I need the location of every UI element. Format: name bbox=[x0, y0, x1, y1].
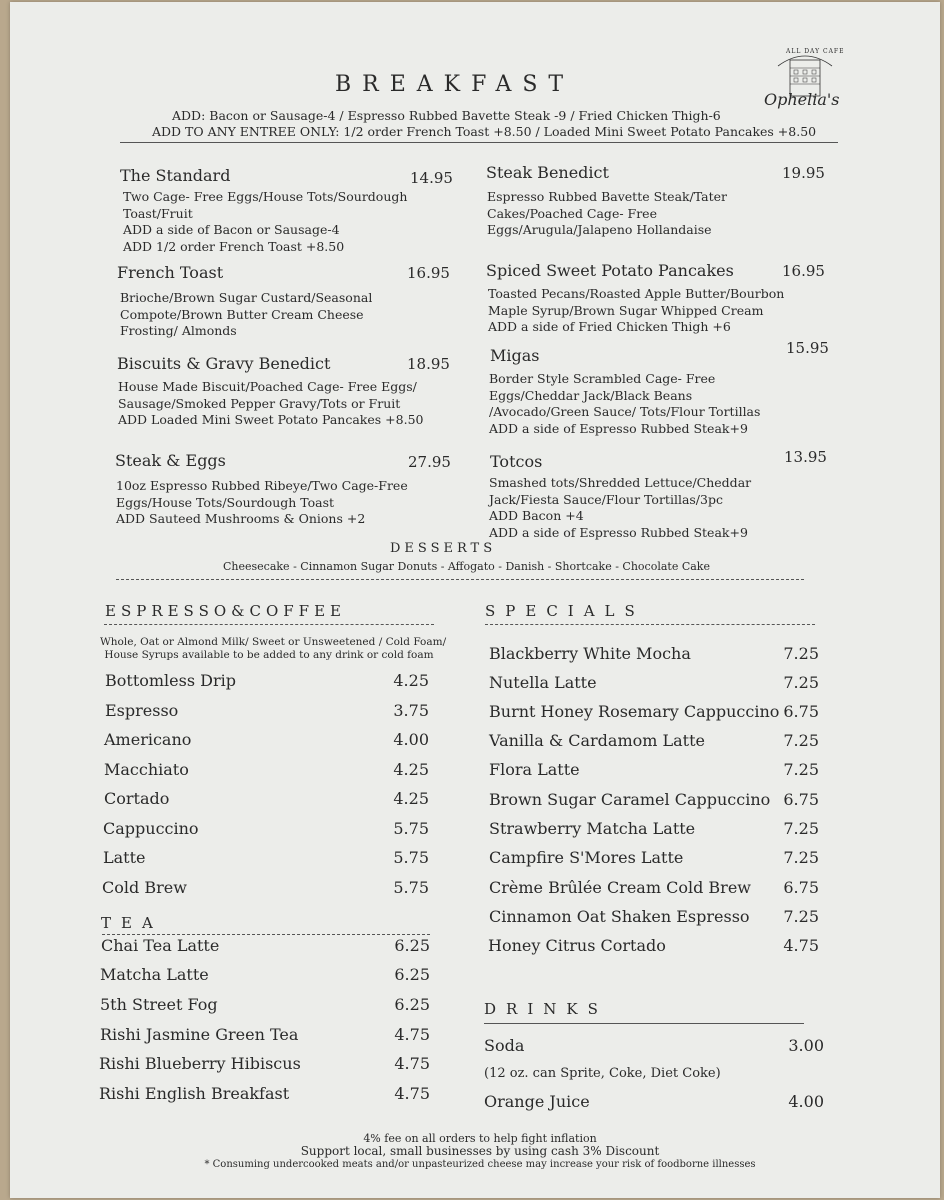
item-description: Toasted Pecans/Roasted Apple Butter/Bourbon Maple Syrup/Brown Sugar Whipped Cream ADD a side of Fried Chicken Thigh +6 bbox=[488, 286, 785, 334]
item-name: Migas bbox=[490, 346, 540, 365]
specials-divider bbox=[485, 624, 815, 625]
menu-row: Chai Tea Latte 6.25 bbox=[101, 936, 430, 955]
item-price: 19.95 bbox=[782, 164, 825, 182]
menu-row: Brown Sugar Caramel Cappuccino 6.75 bbox=[489, 790, 819, 809]
item-name: Steak & Eggs bbox=[115, 451, 226, 470]
item-description: Brioche/Brown Sugar Custard/Seasonal Compote/Brown Butter Cream Cheese Frosting/ Almonds bbox=[120, 290, 373, 338]
menu-row: Cold Brew 5.75 bbox=[102, 878, 429, 897]
item-description: House Made Biscuit/Poached Cage- Free Eggs/ Sausage/Smoked Pepper Gravy/Tots or Fruit ADD Loaded Mini Sweet Potato Pancakes +8.50 bbox=[118, 379, 424, 427]
menu-row: Espresso 3.75 bbox=[105, 701, 429, 720]
drinks-title: DRINKS bbox=[484, 1000, 608, 1018]
item-description: Espresso Rubbed Bavette Steak/Tater Cakes/Poached Cage- Free Eggs/Arugula/Jalapeno Hollandaise bbox=[487, 189, 728, 237]
item-description: Smashed tots/Shredded Lettuce/Cheddar Jack/Fiesta Sauce/Flour Tortillas/3pc ADD Bacon +4 ADD a side of Espresso Rubbed Steak+9 bbox=[489, 475, 752, 540]
item-name: Totcos bbox=[490, 452, 543, 471]
soda-note: (12 oz. can Sprite, Coke, Diet Coke) bbox=[484, 1066, 721, 1081]
drinks-divider bbox=[484, 1023, 804, 1024]
menu-row: Rishi English Breakfast 4.75 bbox=[99, 1084, 430, 1103]
desserts-list: Cheesecake - Cinnamon Sugar Donuts - Affogato - Danish - Shortcake - Chocolate Cake bbox=[223, 560, 710, 573]
menu-row: Blackberry White Mocha 7.25 bbox=[489, 644, 819, 663]
breakfast-title: BREAKFAST bbox=[335, 72, 575, 97]
item-price: 15.95 bbox=[786, 339, 829, 357]
item-name: Spiced Sweet Potato Pancakes bbox=[486, 261, 734, 280]
ophelias-logo bbox=[760, 44, 850, 124]
item-price: 13.95 bbox=[784, 448, 827, 466]
menu-row: Macchiato 4.25 bbox=[104, 760, 429, 779]
header-divider bbox=[120, 142, 838, 143]
menu-row: Honey Citrus Cortado 4.75 bbox=[488, 936, 819, 955]
menu-row: Cappuccino 5.75 bbox=[103, 819, 429, 838]
menu-row: Vanilla & Cardamom Latte 7.25 bbox=[489, 731, 819, 750]
breakfast-addon-line1: ADD: Bacon or Sausage-4 / Espresso Rubbed Bavette Steak -9 / Fried Chicken Thigh-6 bbox=[172, 108, 721, 123]
coffee-divider bbox=[104, 624, 434, 625]
menu-row: Matcha Latte 6.25 bbox=[100, 965, 430, 984]
coffee-note: Whole, Oat or Almond Milk/ Sweet or Unsweetened / Cold Foam/ House Syrups available to be added to any drink or cold foam bbox=[100, 636, 447, 661]
menu-row: Nutella Latte 7.25 bbox=[489, 673, 819, 692]
item-price: 16.95 bbox=[782, 262, 825, 280]
item-price: 27.95 bbox=[408, 453, 451, 471]
menu-row: Cinnamon Oat Shaken Espresso 7.25 bbox=[489, 907, 819, 926]
menu-sheet bbox=[10, 2, 940, 1198]
menu-row: Strawberry Matcha Latte 7.25 bbox=[489, 819, 819, 838]
specials-title: SPECIALS bbox=[485, 602, 645, 620]
item-description: Border Style Scrambled Cage- Free Eggs/Cheddar Jack/Black Beans /Avocado/Green Sauce/ Tots/Flour Tortillas ADD a side of Espresso Rubbed Steak+9 bbox=[489, 371, 761, 436]
menu-row: Burnt Honey Rosemary Cappuccino 6.75 bbox=[489, 702, 819, 721]
menu-row: Orange Juice 4.00 bbox=[484, 1092, 824, 1111]
coffee-title: ESPRESSO&COFFEE bbox=[105, 602, 346, 620]
item-price: 16.95 bbox=[407, 264, 450, 282]
menu-row: Soda 3.00 bbox=[484, 1036, 824, 1055]
menu-row: Rishi Jasmine Green Tea 4.75 bbox=[100, 1025, 430, 1044]
menu-row: Rishi Blueberry Hibiscus 4.75 bbox=[99, 1054, 430, 1073]
desserts-divider bbox=[116, 579, 804, 580]
item-price: 14.95 bbox=[410, 169, 453, 187]
logo-name: Ophelia's bbox=[764, 90, 840, 109]
logo-tagline: ALL DAY CAFE bbox=[786, 48, 845, 55]
item-name: Biscuits & Gravy Benedict bbox=[117, 354, 331, 373]
item-description: 10oz Espresso Rubbed Ribeye/Two Cage-Free Eggs/House Tots/Sourdough Toast ADD Sauteed Mushrooms & Onions +2 bbox=[116, 478, 408, 526]
menu-row: Campfire S'Mores Latte 7.25 bbox=[489, 848, 819, 867]
menu-row: Bottomless Drip 4.25 bbox=[105, 671, 429, 690]
menu-row: 5th Street Fog 6.25 bbox=[100, 995, 430, 1014]
breakfast-addon-line2: ADD TO ANY ENTREE ONLY: 1/2 order French Toast +8.50 / Loaded Mini Sweet Potato Pancakes +8.50 bbox=[152, 124, 817, 139]
building-icon bbox=[760, 44, 850, 124]
item-name: The Standard bbox=[120, 166, 231, 185]
menu-row: Crème Brûlée Cream Cold Brew 6.75 bbox=[489, 878, 819, 897]
menu-row: Cortado 4.25 bbox=[104, 789, 429, 808]
desserts-title: DESSERTS bbox=[390, 541, 497, 556]
footer: 4% fee on all orders to help fight inflation Support local, small businesses by using cash 3% Discount * Consuming undercooked meats and/or unpasteurized cheese may increase your risk of foodborne illnesses bbox=[204, 1132, 756, 1170]
tea-title: TEA bbox=[101, 914, 163, 932]
item-price: 18.95 bbox=[407, 355, 450, 373]
item-name: Steak Benedict bbox=[486, 163, 609, 182]
menu-row: Latte 5.75 bbox=[103, 848, 429, 867]
item-name: French Toast bbox=[117, 263, 224, 282]
menu-row: Americano 4.00 bbox=[104, 730, 429, 749]
item-description: Two Cage- Free Eggs/House Tots/Sourdough Toast/Fruit ADD a side of Bacon or Sausage-4 ADD 1/2 order French Toast +8.50 bbox=[123, 189, 408, 254]
tea-divider bbox=[102, 934, 430, 935]
menu-row: Flora Latte 7.25 bbox=[489, 760, 819, 779]
